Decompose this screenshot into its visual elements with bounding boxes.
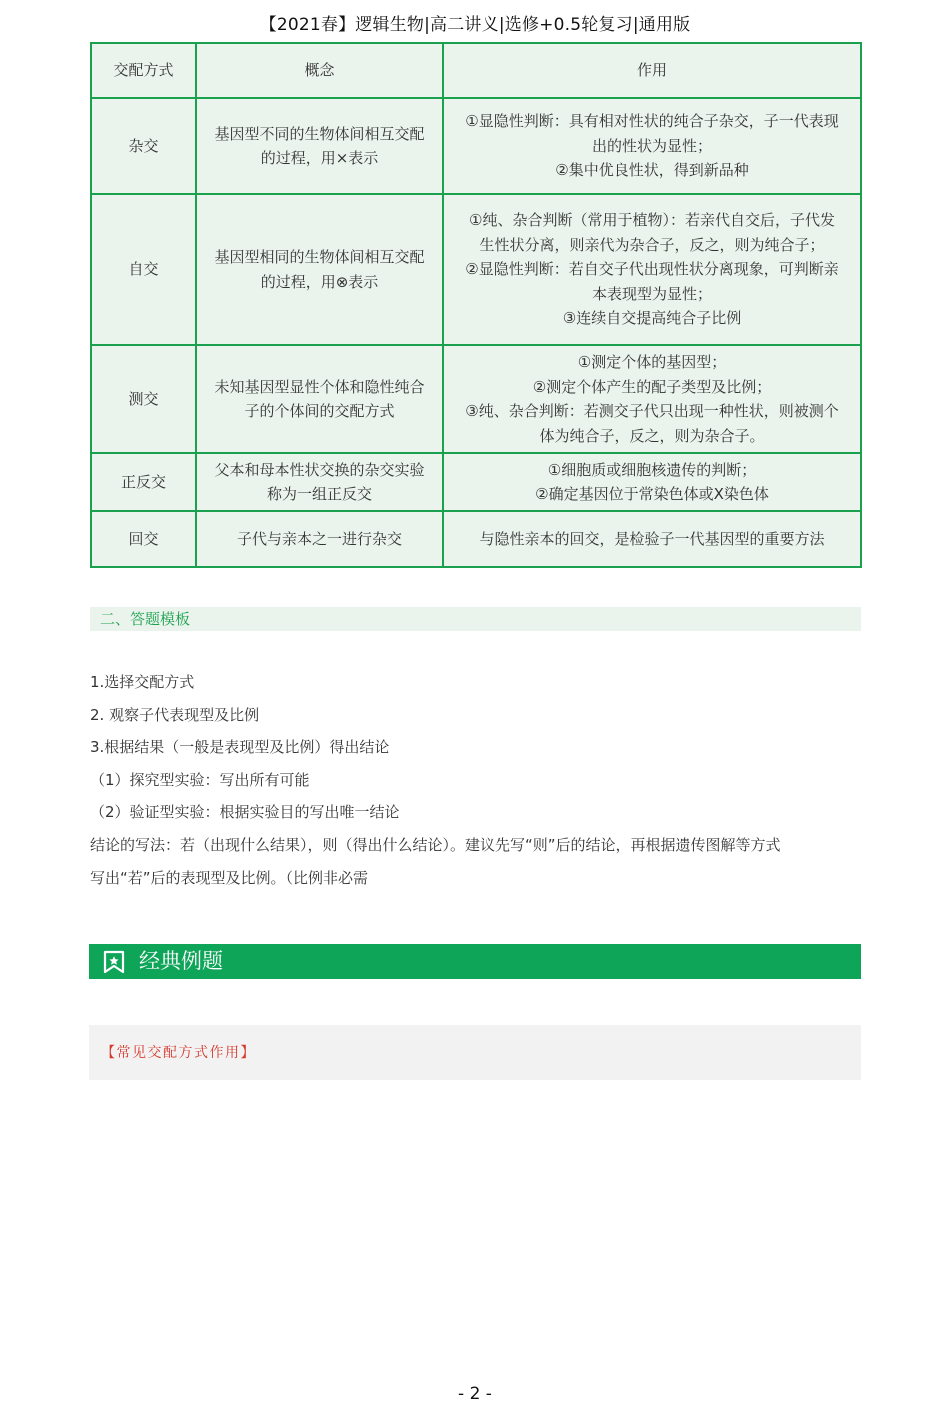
table-row-hybridization	[91, 98, 861, 194]
effect-cell: ①测定个体的基因型； ②测定个体产生的配子类型及比例； ③纯、杂合判断：若测交子代只出现一种性状，则被测个 体为纯合子，反之，则为杂合子。	[443, 345, 861, 453]
table-header-row	[91, 43, 861, 98]
table-row-testcross	[91, 345, 861, 453]
method-cell: 回交	[91, 511, 196, 567]
page-number: - 2 -	[458, 1384, 492, 1404]
effect-cell: ①纯、杂合判断（常用于植物）：若亲代自交后，子代发 生性状分离，则亲代为杂合子，反之，则为纯合子； ②显隐性判断：若自交子代出现性状分离现象，可判断亲 本表现型为显性； ③连续自交提高纯合子比例	[443, 194, 861, 345]
concept-cell: 子代与亲本之一进行杂交	[196, 511, 443, 567]
mating-methods-table	[90, 42, 862, 568]
bookmark-star-icon	[103, 950, 125, 974]
table-row-backcross	[91, 511, 861, 567]
template-line: 1.选择交配方式	[90, 673, 195, 691]
header-effect: 作用	[443, 43, 861, 98]
effect-cell: 与隐性亲本的回交，是检验子一代基因型的重要方法	[443, 511, 861, 567]
template-line: 写出“若”后的表现型及比例。（比例非必需	[90, 868, 369, 887]
example-tag-box	[89, 1025, 861, 1080]
template-line: 3.根据结果（一般是表现型及比例）得出结论	[90, 738, 390, 757]
template-line: （2）验证型实验：根据实验目的写出唯一结论	[90, 803, 400, 822]
example-topic-tag: 【常见交配方式作用】	[101, 1045, 256, 1061]
header-concept: 概念	[196, 43, 443, 98]
concept-cell: 基因型不同的生物体间相互交配 的过程，用×表示	[196, 98, 443, 194]
method-cell: 测交	[91, 345, 196, 453]
effect-cell: ①细胞质或细胞核遗传的判断； ②确定基因位于常染色体或X染色体	[443, 453, 861, 511]
template-line: 结论的写法：若（出现什么结果），则（得出什么结论）。建议先写“则”后的结论，再根据遗传图解等方式	[90, 835, 781, 854]
table-row-reciprocal-cross	[91, 453, 861, 511]
header-method: 交配方式	[91, 43, 196, 98]
method-cell: 杂交	[91, 98, 196, 194]
classic-examples-title: 经典例题	[139, 949, 223, 973]
template-line: 2. 观察子代表现型及比例	[90, 705, 260, 724]
concept-cell: 基因型相同的生物体间相互交配 的过程，用⊗表示	[196, 194, 443, 345]
concept-cell: 未知基因型显性个体和隐性纯合 子的个体间的交配方式	[196, 345, 443, 453]
concept-cell: 父本和母本性状交换的杂交实验 称为一组正反交	[196, 453, 443, 511]
classic-examples-banner	[89, 944, 861, 979]
document-header-title: 【2021春】逻辑生物|高二讲义|选修+0.5轮复习|通用版	[259, 15, 691, 35]
effect-cell: ①显隐性判断：具有相对性状的纯合子杂交，子一代表现 出的性状为显性； ②集中优良性状，得到新品种	[443, 98, 861, 194]
answer-template-body	[90, 666, 865, 894]
table-row-selfing	[91, 194, 861, 345]
method-cell: 正反交	[91, 453, 196, 511]
template-line: （1）探究型实验：写出所有可能	[90, 770, 310, 789]
answer-template-heading: 二、答题模板	[90, 607, 861, 631]
method-cell: 自交	[91, 194, 196, 345]
